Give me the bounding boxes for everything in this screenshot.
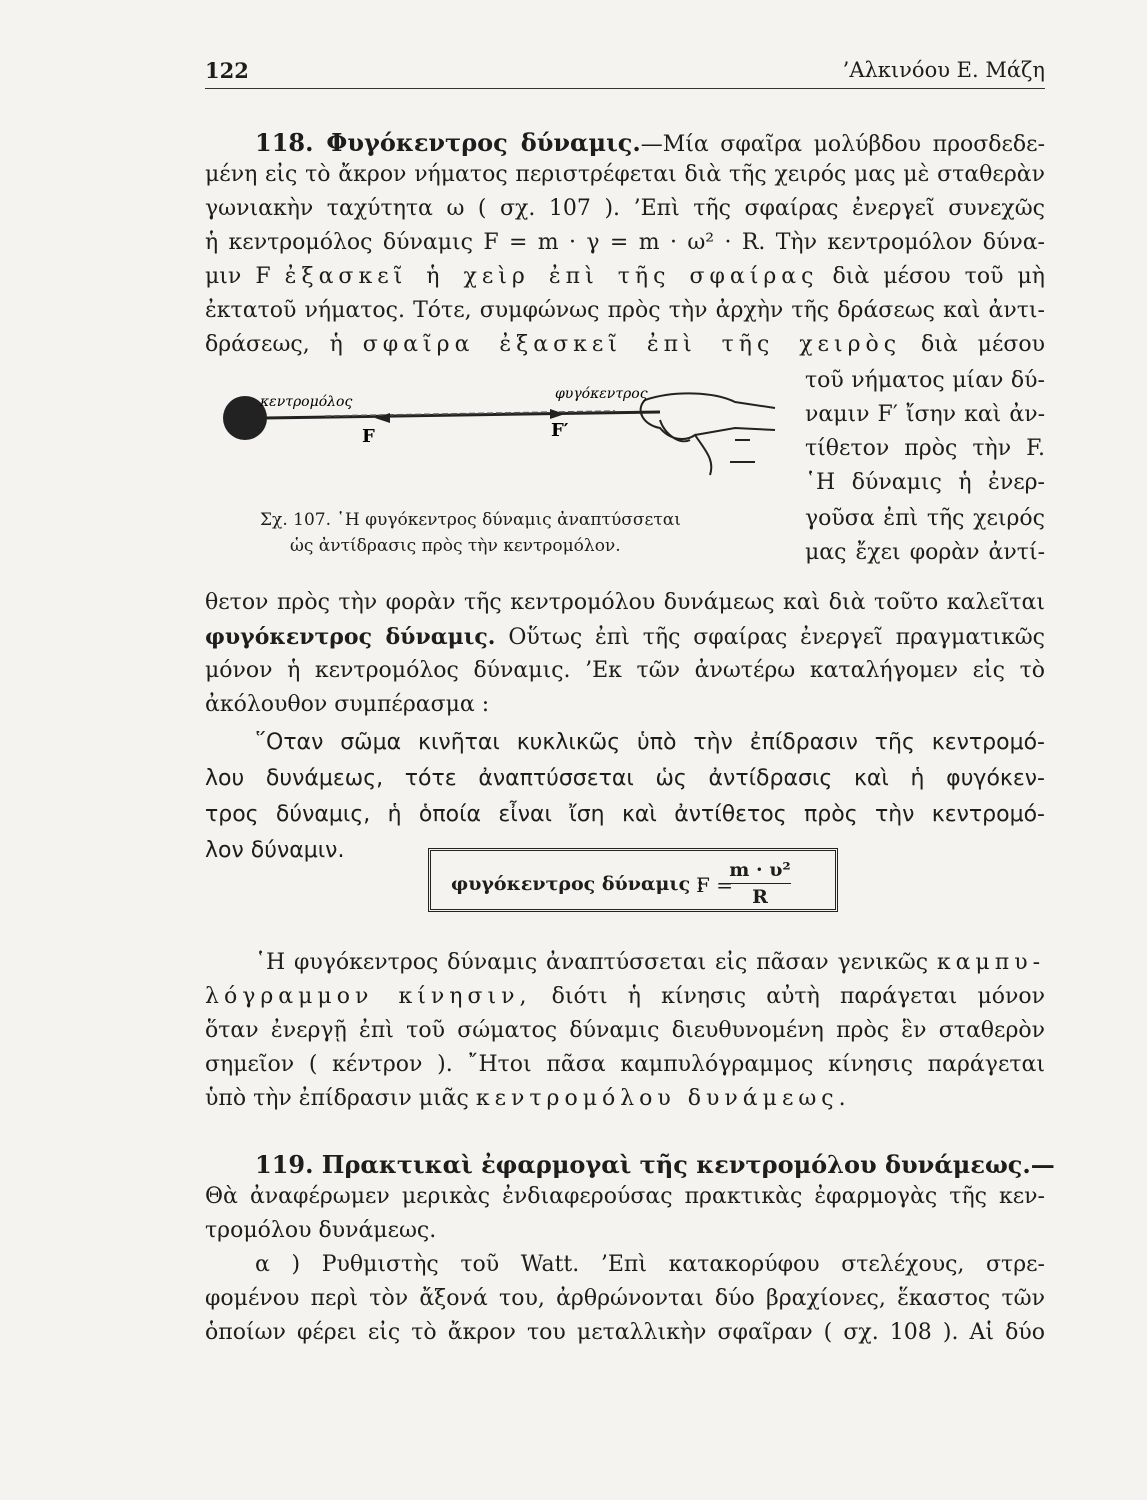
figure-107-illustration xyxy=(215,380,780,505)
side-line-3: τίθετον πρὸς τὴν F. xyxy=(805,436,1045,461)
section-119-title: 119. Πρακτικαὶ ἐφαρμογαὶ τῆς κεντρομόλου δυνάμεως.— xyxy=(255,1150,1055,1179)
side-line-4: ῾Η δύναμις ἡ ἐνερ- xyxy=(805,470,1045,495)
formula-denominator: R xyxy=(752,886,768,908)
s118-line-5: μιν F ἐξασκεῖ ἡ χεὶρ ἐπὶ τῆς σφαίρας διὰ μέσου τοῦ μὴ xyxy=(205,264,1045,289)
s118-line-4: ἡ κεντρομόλος δύναμις F = m · γ = m · ω² · R. Τὴν κεντρομόλον δύνα- xyxy=(205,230,1045,255)
side-line-2: ναμιν F′ ἴσην καὶ ἀν- xyxy=(805,402,1045,427)
running-head: ’Αλκινόου Ε. Μάζη xyxy=(842,58,1045,82)
side-line-5: γοῦσα ἐπὶ τῆς χειρός xyxy=(805,506,1045,531)
figure-caption-line-2: ὡς ἀντίδρασις πρὸς τὴν κεντρομόλον. xyxy=(290,536,621,556)
formula-lhs: F = xyxy=(696,873,733,897)
page-header xyxy=(205,58,1045,89)
s118-line-2: μένη εἰς τὸ ἄκρον νήματος περιστρέφεται διὰ τῆς χειρός μας μὲ σταθερὰν xyxy=(205,162,1045,187)
figure-caption-line-1: Σχ. 107. ῾Η φυγόκεντρος δύναμις ἀναπτύσσεται xyxy=(260,510,681,530)
s118-line-6: ἐκτατοῦ νήματος. Τότε, συμφώνως πρὸς τὴν ἀρχὴν τῆς δράσεως καὶ ἀντι- xyxy=(205,298,1045,323)
para2-line-1: ῾Η φυγόκεντρος δύναμις ἀναπτύσσεται εἰς πᾶσαν γενικῶς καμπυ- xyxy=(255,950,1045,975)
s119-line-2: τρομόλου δυνάμεως. xyxy=(205,1218,437,1243)
s118-line-11: ἀκόλουθον συμπέρασμα : xyxy=(205,692,490,717)
page-number: 122 xyxy=(205,58,249,83)
s119-line-3: α ) Ρυθμιστὴς τοῦ Watt. ’Επὶ κατακορύφου στελέχους, στρε- xyxy=(255,1252,1045,1277)
s118-line-7: δράσεως, ἡ σφαῖρα ἐξασκεῖ ἐπὶ τῆς χειρὸς διὰ μέσου xyxy=(205,332,1045,357)
conclusion-line-4: λον δύναμιν. xyxy=(205,838,345,863)
para2-line-3: ὅταν ἐνεργῇ ἐπὶ τοῦ σώματος δύναμις διευθυνομένη πρὸς ἓν σταθερὸν xyxy=(205,1018,1045,1043)
formula-numerator: m · υ² xyxy=(729,859,791,884)
label-centripetal: κεντρομόλος xyxy=(260,394,353,410)
s118-line-3: γωνιακὴν ταχύτητα ω ( σχ. 107 ). ’Επὶ τῆς σφαίρας ἐνεργεῖ συνεχῶς xyxy=(205,196,1045,221)
formula-fraction xyxy=(729,859,791,908)
s118-line-9: φυγόκεντρος δύναμις. Οὕτως ἐπὶ τῆς σφαίρας ἐνεργεῖ πραγματικῶς xyxy=(205,624,1046,650)
label-F: F xyxy=(362,426,375,447)
section-118-title: 118. Φυγόκεντρος δύναμις. xyxy=(255,128,641,157)
formula-label: φυγόκεντρος δύναμις : xyxy=(451,873,704,895)
para2-line-5: ὑπὸ τὴν ἐπίδρασιν μιᾶς κεντρομόλου δυνάμεως. xyxy=(205,1086,851,1111)
para2-line-4: σημεῖον ( κέντρον ). ῎Ητοι πᾶσα καμπυλόγραμμος κίνησις παράγεται xyxy=(205,1052,1045,1077)
label-centrifugal: φυγόκεντρος xyxy=(555,386,648,402)
s118-line-8: θετον πρὸς τὴν φορὰν τῆς κεντρομόλου δυνάμεως καὶ διὰ τοῦτο καλεῖται xyxy=(205,590,1045,615)
label-F-prime: F′ xyxy=(551,420,569,441)
para2-line-2: λόγραμμον κίνησιν, διότι ἡ κίνησις αὐτὴ παράγεται μόνον xyxy=(205,984,1045,1009)
side-line-1: τοῦ νήματος μίαν δύ- xyxy=(805,368,1045,393)
conclusion-line-2: λου δυνάμεως, τότε ἀναπτύσσεται ὡς ἀντίδρασις καὶ ἡ φυγόκεν- xyxy=(205,766,1045,791)
s119-line-1: Θὰ ἀναφέρωμεν μερικὰς ἐνδιαφερούσας πρακτικὰς ἐφαρμογὰς τῆς κεν- xyxy=(205,1184,1045,1209)
figure-107 xyxy=(215,380,780,505)
side-line-6: μας ἔχει φορὰν ἀντί- xyxy=(805,540,1045,565)
s119-line-4: φομένου περὶ τὸν ἄξονά του, ἀρθρώνονται δύο βραχίονες, ἕκαστος τῶν xyxy=(205,1286,1045,1311)
centrifugal-arrow-icon xyxy=(550,409,565,419)
s119-line-5: ὁποίων φέρει εἰς τὸ ἄκρον του μεταλλικὴν σφαῖραν ( σχ. 108 ). Αἱ δύο xyxy=(205,1320,1045,1345)
formula-box xyxy=(428,848,838,912)
s118-line-10: μόνον ἡ κεντρομόλος δύναμις. ’Εκ τῶν ἀνωτέρω καταλήγομεν εἰς τὸ xyxy=(205,658,1045,683)
conclusion-line-3: τρος δύναμις, ἡ ὁποία εἶναι ἴση καὶ ἀντίθετος πρὸς τὴν κεντρομό- xyxy=(205,802,1045,827)
s118-line-1: 118. Φυγόκεντρος δύναμις.—Μία σφαῖρα μολύβδου προσδεδε- xyxy=(255,128,1046,157)
term-centrifugal-force: φυγόκεντρος δύναμις. xyxy=(205,624,496,650)
conclusion-line-1: ῞Οταν σῶμα κινῆται κυκλικῶς ὑπὸ τὴν ἐπίδρασιν τῆς κεντρομό- xyxy=(255,730,1045,755)
